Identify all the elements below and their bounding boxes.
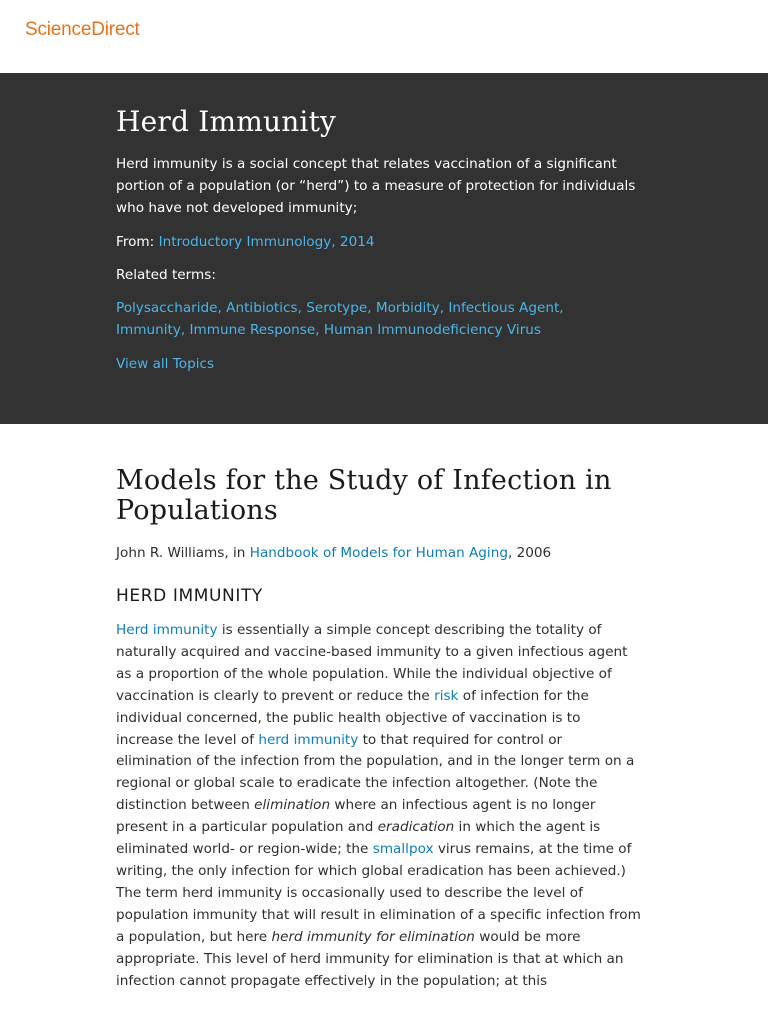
emphasis: herd immunity for elimination [271,928,475,945]
publication-year: , 2006 [507,545,552,561]
related-term-link[interactable]: Human Immunodeficiency Virus [323,322,541,338]
topic-title: Herd Immunity [116,105,337,138]
related-term-link[interactable]: Serotype [306,300,368,316]
related-term-link[interactable]: Infectious Agent [448,300,560,316]
text-run: is essentially a simple concept describing the totality of naturally acquired and vaccine-based immunity to a given infectious agent as a proportion of the whole population. While the individual objective of vaccination is clearly to prevent or reduce the [116,622,628,704]
site-header [0,0,768,73]
topic-source [116,231,768,253]
text-run: of infection for the individual concerned, the public health objective of vaccination is to increase the level of [116,687,589,748]
text-run: would be more appropriate. This level of herd immunity for elimination is that at which an infection cannot propagate effectively in the population; at this [116,928,624,989]
emphasis: elimination [254,797,331,814]
emphasis: eradication [377,819,455,836]
topic-definition: Herd immunity is a social concept that relates vaccination of a significant portion of a population (or “herd”) to a measure of protection for individuals who have not developed immunity; [116,156,636,216]
source-link[interactable]: Introductory Immunology, 2014 [158,234,375,250]
sciencedirect-logo[interactable]: ScienceDirect [25,18,140,40]
risk-link[interactable]: risk [434,687,459,704]
related-term-link[interactable]: Immune Response [189,322,316,338]
from-label: From: [116,234,155,250]
author: John R. Williams, in [116,545,250,561]
view-all-topics-link[interactable]: View all Topics [116,356,215,372]
chapter-title[interactable]: Models for the Study of Infection in Populations [116,465,612,526]
smallpox-link[interactable]: smallpox [372,841,434,858]
text-run: to that required for control or elimination of the infection from the population, and in the longer term on a regional or global scale to eradicate the infection altogether. (Note the distinction between [116,731,635,814]
related-term-link[interactable]: Immunity [116,322,181,338]
related-term-link[interactable]: Polysaccharide [116,300,218,316]
byline [116,542,641,564]
text-run: where an infectious agent is no longer present in a particular population and [116,797,596,836]
book-link[interactable]: Handbook of Models for Human Aging [249,545,508,561]
body-paragraph [116,620,641,992]
topic-summary [0,73,768,424]
article-content [0,424,641,992]
section-heading: HERD IMMUNITY [116,586,263,606]
related-term-link[interactable]: Antibiotics [226,300,298,316]
related-term-link[interactable]: Morbidity [375,300,440,316]
text-run: in which the agent is eliminated world- or region-wide; the [116,819,601,858]
herd-immunity-link[interactable]: Herd immunity [116,622,218,638]
related-terms-label: Related terms: [116,267,216,283]
text-run: virus remains, at the time of writing, the only infection for which global eradication has been achieved.) The term herd immunity is occasionally used to describe the level of population immunity that will result in elimination of a specific infection from a population, but here [116,841,641,945]
related-terms-list: Polysaccharide, Antibiotics, Serotype, Morbidity, Infectious Agent, Immunity, Immune Response, Human Immunodeficiency Virus [116,300,564,338]
herd-immunity-link[interactable]: herd immunity [258,731,359,748]
